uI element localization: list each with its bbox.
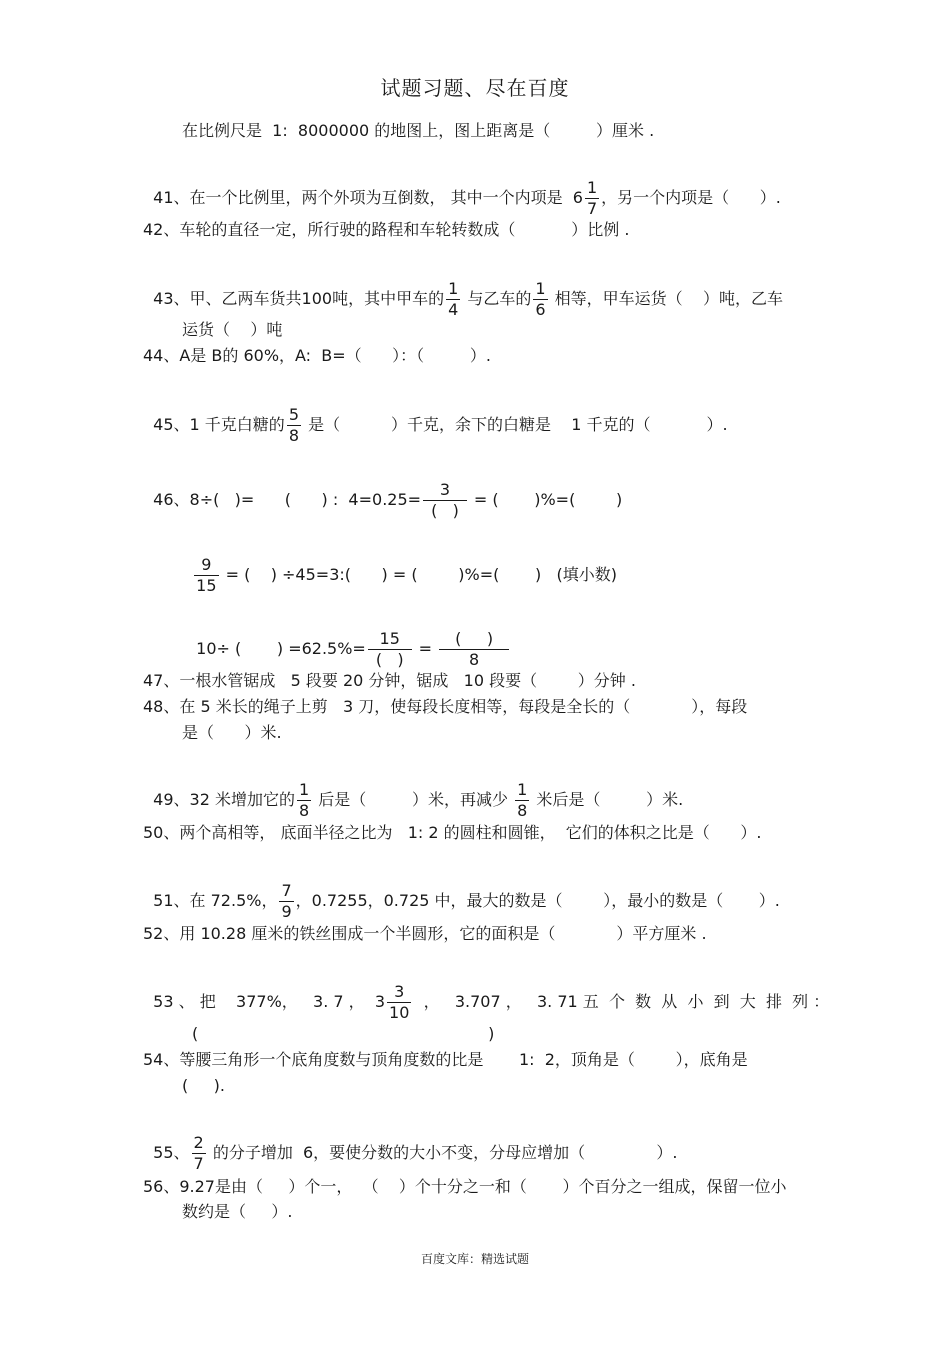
question-48-line-2: 是（ ）米.: [182, 723, 282, 742]
q46-l3-fraction-2: $\frac{( )}{8}$: [439, 631, 509, 668]
question-51: [143, 863, 780, 920]
question-54-line-1: 54、等腰三角形一个底角度数与顶角度数的比是 1: 2，顶角是（ ），底角是: [143, 1050, 748, 1069]
q53-text-b: ， 3.707 ， 3. 71 五 个 数 从 小 到 大 排 列 ：: [413, 992, 830, 1011]
question-44: 44、A是 B的 60%，A: B=（ ）：（ ）.: [143, 346, 492, 365]
q49-fraction-1: $\frac{1}{8}$: [298, 780, 310, 820]
question-53: [143, 964, 829, 1021]
q53-text-a: 53 、 把 377%， 3. 7 ， 3: [153, 992, 386, 1011]
q46-l3-text-b: =: [413, 639, 438, 658]
question-52: 52、用 10.28 厘米的铁丝围成一个半圆形，它的面积是（ ）平方厘米 .: [143, 924, 707, 943]
question-50: 50、两个高相等， 底面半径之比为 1: 2 的圆柱和圆锥， 它们的体积之比是（ ）.: [143, 823, 762, 842]
q46-l3-fraction-1: $\frac{15}{( )}$: [368, 631, 412, 668]
q46-l2-text-b: = ( ) ÷45=3:( ) = ( )%=( ) (填小数): [220, 565, 617, 584]
q45-fraction: $\frac{5}{8}$: [288, 405, 299, 445]
q45-text-b: 是（ ）千克，余下的白糖是 1 千克的（ ）.: [303, 415, 728, 434]
q46-l1-fraction: $\frac{3}{( )}$: [423, 482, 467, 519]
q46-l1-text-a: 46、8÷( )= ( ) : 4=0.25=: [153, 490, 422, 509]
q45-text-a: 45、1 千克白糖的: [153, 415, 285, 434]
question-46-line-1: [143, 462, 622, 519]
q46-l3-text-a: 10÷ ( ) =62.5%=: [196, 639, 366, 658]
question-41: [143, 160, 781, 217]
q41-text-b: ，另一个内项是（ ）.: [601, 188, 781, 207]
question-55: [143, 1115, 677, 1172]
question-56-line-2: 数约是（ ）.: [182, 1202, 293, 1221]
q43-text-a: 43、甲、乙两车货共100吨，其中甲车的: [153, 289, 445, 308]
question-47: 47、一根水管锯成 5 段要 20 分钟，锯成 10 段要（ ）分钟 .: [143, 671, 636, 690]
page-footer: 百度文库：精选试题: [420, 1252, 529, 1266]
question-48-line-1: 48、在 5 米长的绳子上剪 3 刀，使每段长度相等，每段是全长的（ ），每段: [143, 697, 748, 716]
question-45: [143, 387, 728, 444]
question-42: 42、车轮的直径一定，所行驶的路程和车轮转数成（ ）比例 .: [143, 220, 630, 239]
question-46-line-2: [182, 537, 617, 594]
question-46-line-3: [186, 611, 511, 668]
q55-text-b: 的分子增加 6，要使分数的大小不变，分母应增加（ ）.: [207, 1143, 678, 1162]
q43-fraction-2: $\frac{1}{6}$: [535, 279, 546, 319]
q51-text-a: 51、在 72.5%，: [153, 891, 278, 910]
q49-fraction-2: $\frac{1}{8}$: [517, 780, 528, 820]
q55-text-a: 55、: [153, 1143, 190, 1162]
q49-text-b: 后是（ ）米，再减少: [313, 790, 514, 809]
page-title: 试题习题、尽在百度: [380, 76, 570, 100]
q43-text-b: 与乙车的: [462, 289, 532, 308]
q49-text-a: 49、32 米增加它的: [153, 790, 295, 809]
question-56-line-1: 56、9.27是由（ ）个一， （ ）个十分之一和（ ）个百分之一组成，保留一位小: [143, 1177, 787, 1196]
question-40: 在比例尺是 1: 8000000 的地图上，图上距离是（ ）厘米 .: [182, 121, 655, 140]
q43-fraction-1: $\frac{1}{4}$: [448, 279, 459, 319]
question-53-answer-line: ( ): [192, 1024, 495, 1043]
q49-text-c: 米后是（ ）米.: [531, 790, 684, 809]
question-43-line-2: 运货（ ）吨: [182, 320, 283, 339]
q41-text-a: 41、在一个比例里，两个外项为互倒数， 其中一个内项是 6: [153, 188, 583, 207]
question-49: [143, 762, 683, 819]
question-43: [143, 261, 783, 318]
q46-l1-text-b: = ( )%=( ): [468, 490, 623, 509]
q43-text-c: 相等，甲车运货（ ）吨，乙车: [549, 289, 783, 308]
question-54-line-2: ( ).: [182, 1076, 225, 1095]
q53-fraction: $\frac{3}{10}$: [389, 982, 410, 1022]
q55-fraction: $\frac{2}{7}$: [193, 1133, 204, 1173]
q51-text-b: ，0.7255，0.725 中，最大的数是（ ），最小的数是（ ）.: [295, 891, 780, 910]
q41-fraction: $\frac{1}{7}$: [586, 178, 598, 218]
q51-fraction: $\frac{7}{9}$: [281, 881, 292, 921]
q46-l2-fraction: $\frac{9}{15}$: [196, 555, 217, 595]
